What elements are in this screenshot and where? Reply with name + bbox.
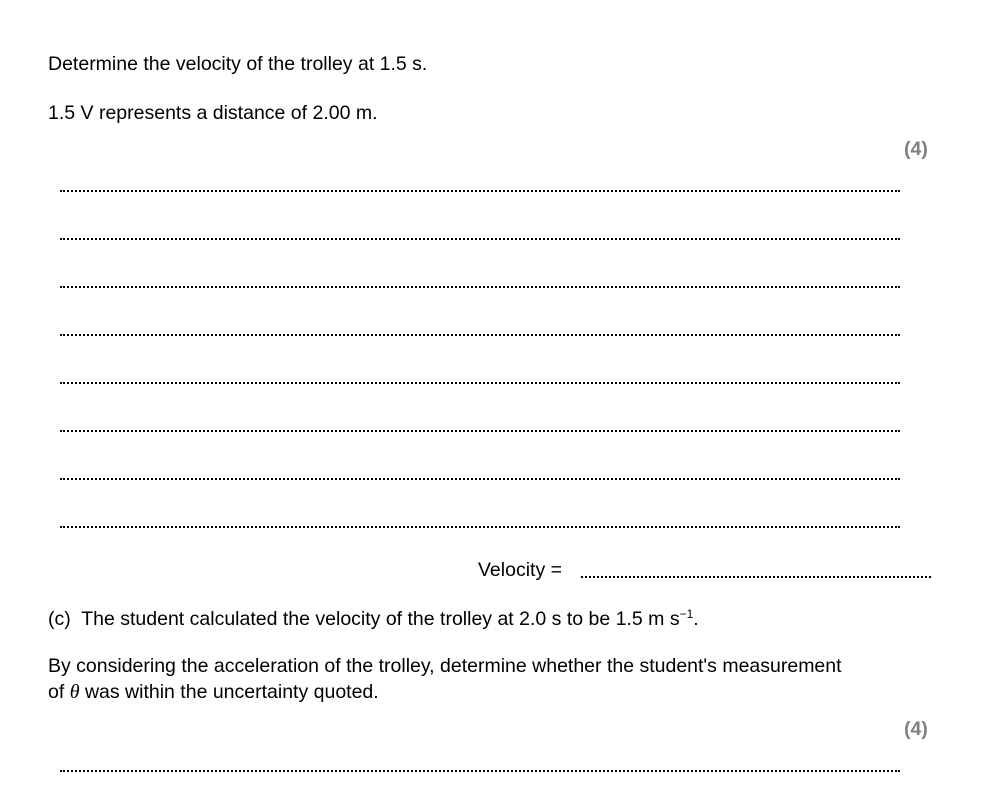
marks-b: (4): [904, 138, 928, 160]
answer-line[interactable]: [60, 190, 900, 192]
question-c-prompt-line2: of θ was within the uncertainty quoted.: [48, 681, 379, 703]
question-c-statement: The student calculated the velocity of the trolley at 2.0 s to be 1.5 m s: [81, 608, 680, 630]
answer-line[interactable]: [60, 526, 900, 528]
answer-line[interactable]: [60, 478, 900, 480]
answer-line[interactable]: [60, 770, 900, 772]
answer-line[interactable]: [60, 334, 900, 336]
answer-line[interactable]: [60, 430, 900, 432]
marks-c: (4): [904, 718, 928, 740]
question-c-label: (c): [48, 608, 71, 630]
velocity-answer-field[interactable]: [581, 576, 931, 578]
question-b-text: Determine the velocity of the trolley at 1.5 s.: [48, 53, 428, 75]
question-b-info: 1.5 V represents a distance of 2.00 m.: [48, 102, 378, 124]
question-c-prompt-line1: By considering the acceleration of the trolley, determine whether the student's measurement: [48, 655, 842, 677]
velocity-label: Velocity =: [478, 559, 563, 581]
theta-symbol: θ: [69, 681, 80, 703]
unit-superscript: −1: [679, 607, 694, 621]
answer-line[interactable]: [60, 382, 900, 384]
answer-line[interactable]: [60, 238, 900, 240]
answer-line[interactable]: [60, 286, 900, 288]
question-c-text: (c) The student calculated the velocity of the trolley at 2.0 s to be 1.5 m $s^{-1}$.: [48, 607, 699, 630]
